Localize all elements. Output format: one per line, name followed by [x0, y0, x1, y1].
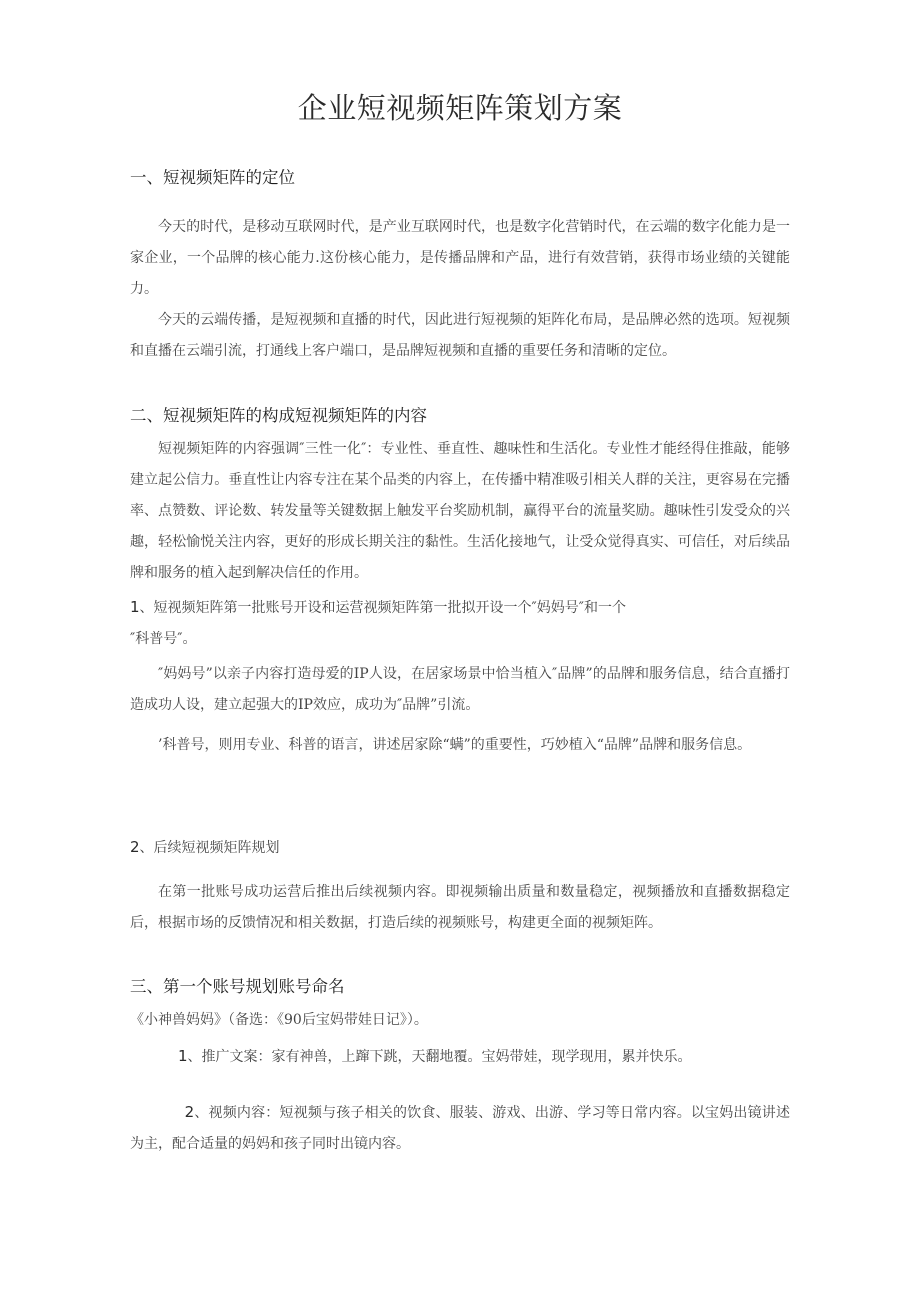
item-text: 、后续短视频矩阵规划 [139, 840, 280, 856]
account-name-line: 《小神兽妈妈》（备选：《90后宝妈带娃日记》）。 [130, 1012, 428, 1028]
section3-item2 [130, 1097, 790, 1160]
item-number: 1 [130, 598, 140, 616]
section2-item2-paragraph: 在第一批账号成功运营后推出后续视频内容。即视频输出质量和数量稳定，视频播放和直播数据稳定后，根据市场的反馈情况和相关数据，打造后续的视频账号，构建更全面的视频矩阵。 [130, 884, 790, 931]
mama-account-paragraph: ″妈妈号”以亲子内容打造母爱的IP人设，在居家场景中恰当植入″品牌”的品牌和服务信息，结合直播打造成功人设，建立起强大的IP效应，成功为″品牌”引流。 [130, 666, 790, 713]
section3-item1 [178, 1044, 692, 1069]
item-text: 、推广文案：家有神兽，上蹿下跳，天翻地覆。宝妈带娃，现学现用，累并快乐。 [187, 1049, 692, 1065]
section1-paragraph-1: 今天的时代，是移动互联网时代，是产业互联网时代，也是数字化营销时代，在云端的数字化能力是一家企业，一个品牌的核心能力.这份核心能力，是传播品牌和产品，进行有效营销，获得市场业绩的关键能力。 [130, 219, 790, 297]
section1-paragraph-2: 今天的云端传播，是短视频和直播的时代，因此进行短视频的矩阵化布局，是品牌必然的选项。短视频和直播在云端引流，打通线上客户端口，是品牌短视频和直播的重要任务和清晰的定位。 [130, 312, 790, 359]
section2-item2-title [130, 835, 280, 860]
item-text: 、短视频矩阵第一批账号开设和运营视频矩阵第一批拟开设一个″妈妈号″和一个 [139, 600, 627, 616]
section2-heading: 二、短视频矩阵的构成短视频矩阵的内容 [130, 406, 427, 425]
item-number: 2 [184, 1103, 195, 1121]
item-number: 2 [130, 838, 140, 856]
document-title: 企业短视频矩阵策划方案 [297, 91, 623, 125]
section2-paragraph-1: 短视频矩阵的内容强调″三性一化″：专业性、垂直性、趣味性和生活化。专业性才能经得住推敲，能够建立起公信力。垂直性让内容专注在某个品类的内容上，在传播中精准吸引相关人群的关注，更容易在完播率、点赞数、评论数、转发量等关键数据上触发平台奖励机制，赢得平台的流量奖励。趣味性引发受众的兴趣，轻松愉悦关注内容，更好的形成长期关注的黏性。生活化接地气，让受众觉得真实、可信任，对后续品牌和服务的植入起到解决信任的作用。 [130, 441, 790, 581]
item-number: 1 [178, 1047, 188, 1065]
kepu-account-paragraph: ’科普号，则用专业、科普的语言，讲述居家除“螨”的重要性，巧妙植入“品牌”品牌和服务信息。 [158, 737, 752, 753]
section2-item1-line1 [130, 595, 626, 620]
item-text: 、视频内容：短视频与孩子相关的饮食、服装、游戏、出游、学习等日常内容。以宝妈出镜讲述为主，配合适量的妈妈和孩子同时出镜内容。 [130, 1105, 790, 1152]
section1-heading: 一、短视频矩阵的定位 [130, 168, 295, 187]
section3-heading: 三、第一个账号规划账号命名 [130, 977, 345, 996]
section2-item1-line2: ″科普号″。 [130, 631, 197, 647]
